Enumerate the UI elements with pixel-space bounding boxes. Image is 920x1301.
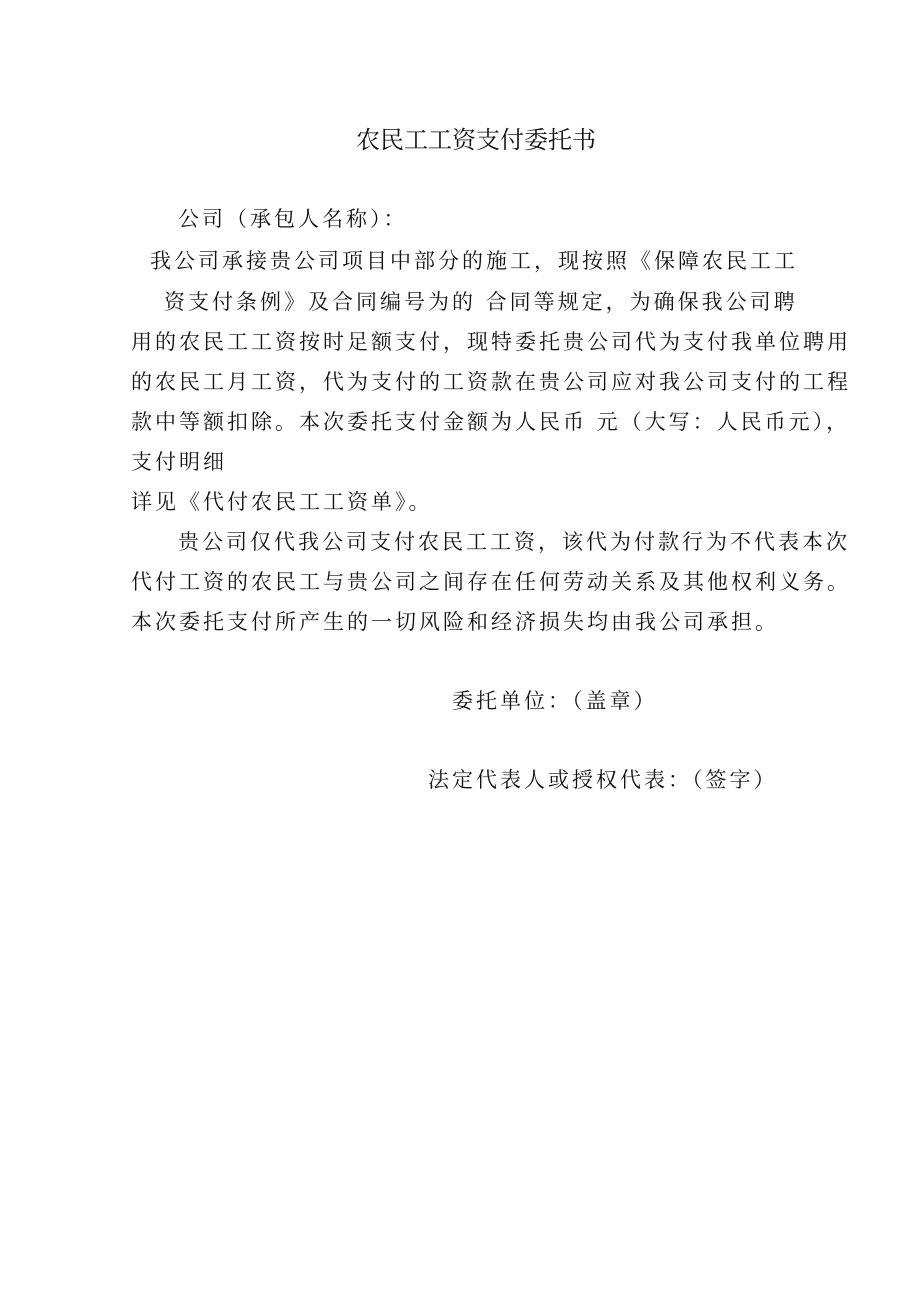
body-line-4: 的农民工月工资，代为支付的工资款在贵公司应对我公司支付的工程 (131, 370, 851, 394)
body-line-6: 支付明细 (131, 450, 227, 474)
disclaimer-line-3: 本次委托支付所产生的一切风险和经济损失均由我公司承担。 (131, 610, 779, 634)
body-line-7: 详见《代付农民工工资单》。 (131, 490, 433, 514)
legal-representative-signature: 法定代表人或授权代表：（签字） (428, 768, 778, 792)
body-line-3: 用的农民工工资按时足额支付，现特委托贵公司代为支付我单位聘用 (131, 330, 851, 354)
document-title: 农民工工资支付委托书 (356, 126, 596, 154)
disclaimer-line-1: 贵公司仅代我公司支付农民工工资，该代为付款行为不代表本次 (178, 530, 850, 554)
body-line-5: 款中等额扣除。本次委托支付金额为人民币 元（大写：人民币元）， (131, 410, 851, 434)
disclaimer-line-2: 代付工资的农民工与贵公司之间存在任何劳动关系及其他权利义务。 (131, 570, 851, 594)
body-line-1: 我公司承接贵公司项目中部分的施工，现按照《保障农民工工 (150, 249, 798, 273)
entrusting-unit-signature: 委托单位：（盖章） (452, 689, 658, 713)
addressee-line: 公司（承包人名称）： (178, 207, 408, 231)
body-line-2: 资支付条例》及合同编号为的 合同等规定，为确保我公司聘 (164, 290, 798, 314)
